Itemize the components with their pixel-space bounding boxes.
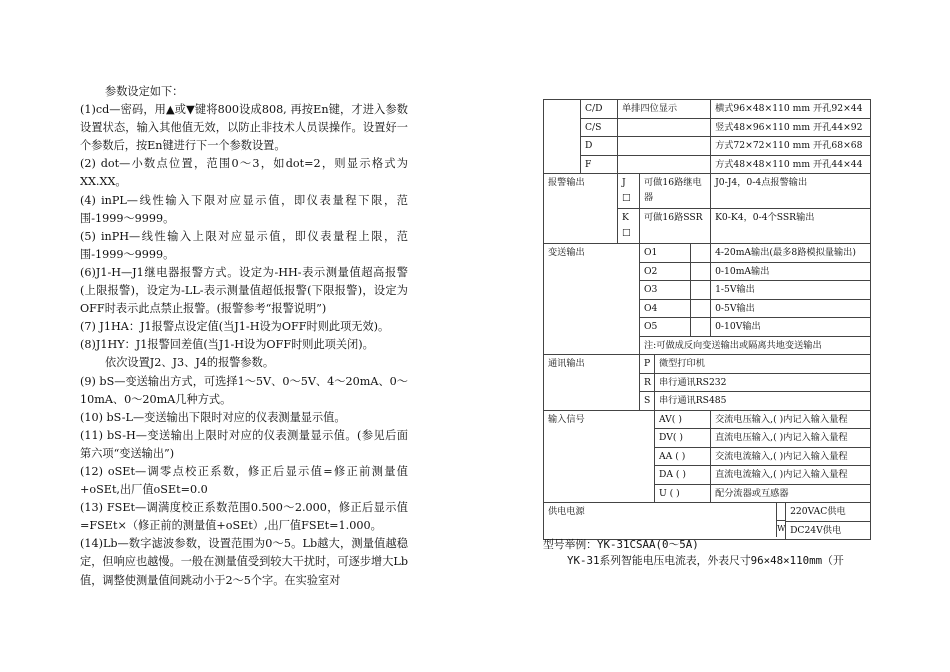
table-row: K □ 可做16路SSR K0-K4，0-4个SSR输出 — [544, 209, 871, 244]
model-spec-table — [543, 99, 871, 540]
param-fset: (13) FSEt—调满度校正系数范围0.500～2.000，修正后显示值=FSEt×（修正前的测量值+oSEt）,出厂值FSEt=1.000。 — [80, 501, 408, 533]
param-bsh: (11) bS-H—变送输出上限时对应的仪表测量显示值。(参见后面第六项“变送输出”) — [80, 428, 408, 460]
table-row: 通讯输出 P 微型打印机 — [544, 355, 871, 374]
table-row: R 串行通讯RS232 — [544, 373, 871, 392]
param-inpl: (4) inPL—线性输入下限对应显示值，即仪表量程下限，范围-1999～9999。 — [80, 193, 408, 225]
series-description: YK-31系列智能电压电流表，外表尺寸96×48×110mm（开 — [567, 554, 844, 567]
table-row: 输入信号 AV( ) 交流电压输入,( )内记入输入量程 — [544, 410, 871, 429]
table-row: C/S 竖式48×96×110 mm 开孔44×92 — [544, 118, 871, 137]
table-row: DV( ) 直流电压输入,( )内记入输入量程 — [544, 429, 871, 448]
param-oset: (12) oSEt—调零点校正系数，修正后显示值=修正前测量值+oSEt,出厂值oSEt=0.0 — [80, 464, 408, 497]
table-row: DA ( ) 直流电流输入,( )内记入输入量程 — [544, 466, 871, 485]
table-row: 供电电源 W 220VAC供电 — [544, 503, 871, 522]
table-row: C/D 单排四位显示 横式96×48×110 mm 开孔92×44 — [544, 100, 871, 119]
param-j1h: (6)J1-H—J1继电器报警方式。设定为-HH-表示测量值超高报警(上限报警)，设定为-LL-表示测量值超低报警(下限报警)，设定为OFF时表示此点禁止报警。(报警参考“报警说明”) — [80, 265, 408, 316]
model-example: 型号举例：YK-31CSAA(0～5A) — [543, 538, 699, 551]
param-bs: (9) bS—变送输出方式，可选择1～5V、0～5V、4～20mA、0～10mA、0～20mA几种方式。 — [80, 374, 408, 406]
table-row: O5 0-10V输出 — [544, 318, 871, 337]
parameter-instructions — [80, 83, 408, 590]
table-row: U ( ) 配分流器或互感器 — [544, 484, 871, 503]
param-j2-j4: 依次设置J2、J3、J4的报警参数。 — [105, 356, 275, 370]
param-j1ha: (7) J1HA：J1报警点设定值(当J1-H设为OFF时则此项无效)。 — [80, 320, 390, 334]
param-lb: (14)Lb—数字滤波参数，设置范围为0～5。Lb越大，测量值越稳定，但响应也越慢。一般在测量值受到较大干扰时，可逐步增大Lb值，调整使测量值间跳动小于2～5个字。在实验室对 — [80, 537, 408, 587]
param-j1hy: (8)J1HY：J1报警回差值(当J1-H设为OFF时则此项关闭)。 — [80, 338, 374, 352]
param-dot: (2) dot—小数点位置，范围0～3，如dot=2，则显示格式为XX.XX。 — [80, 157, 408, 189]
table-row: 变送输出 O1 4-20mA输出(最多8路模拟量输出) — [544, 244, 871, 263]
table-row: 报警输出 J □ 可做16路继电器 J0-J4，0-4点报警输出 — [544, 174, 871, 209]
table-row: DC24V供电 — [544, 521, 871, 540]
table-row: O2 0-10mA输出 — [544, 262, 871, 281]
table-row: D 方式72×72×110 mm 开孔68×68 — [544, 137, 871, 156]
table-row: F 方式48×48×110 mm 开孔44×44 — [544, 155, 871, 174]
table-row: O4 0-5V输出 — [544, 299, 871, 318]
table-row: AA ( ) 交流电流输入,( )内记入输入量程 — [544, 447, 871, 466]
section-heading: 参数设定如下： — [105, 85, 184, 98]
table-row: O3 1-5V输出 — [544, 281, 871, 300]
param-cd: (1)cd—密码，用▲或▼键将800设成808, 再按En键，才进入参数设置状态，输入其他值无效，以防止非技术人员误操作。设置好一个参数后，按En键进行下一个参数设置。 — [80, 103, 408, 153]
table-row: S 串行通讯RS485 — [544, 392, 871, 411]
param-inph: (5) inPH—线性输入上限对应显示值，即仪表量程上限，范围-1999～9999。 — [80, 229, 408, 261]
table-row: 注:可做成反向变送输出或隔离共地变送输出 — [544, 336, 871, 355]
param-bsl: (10) bS-L—变送输出下限时对应的仪表测量显示值。 — [80, 410, 346, 424]
